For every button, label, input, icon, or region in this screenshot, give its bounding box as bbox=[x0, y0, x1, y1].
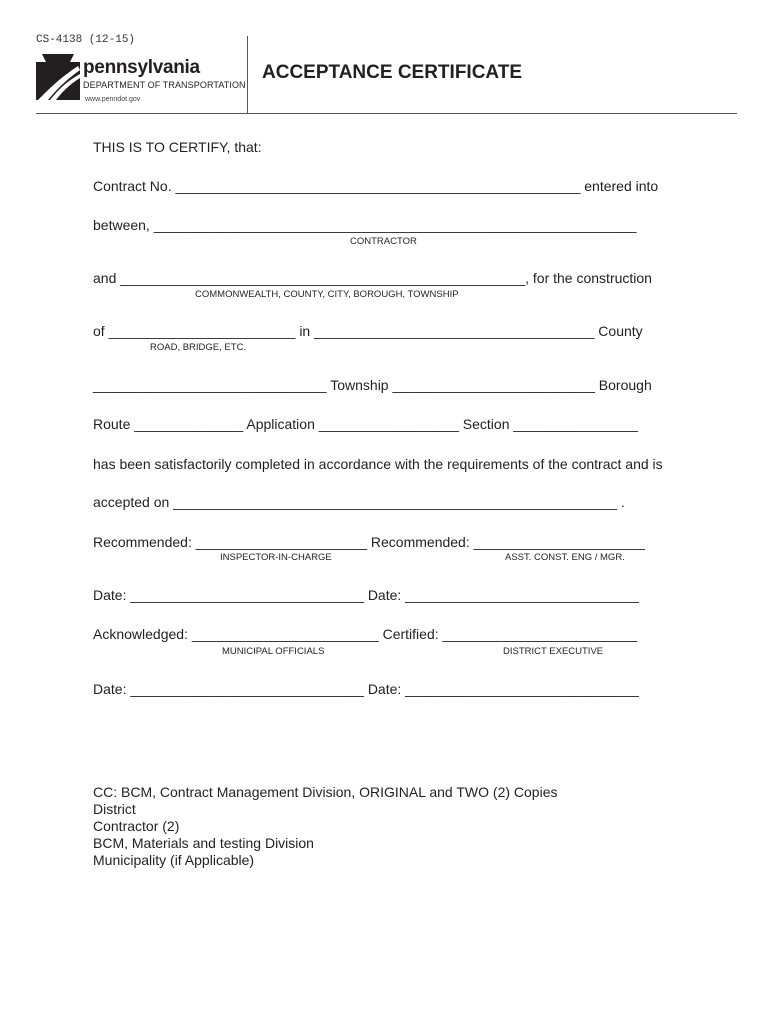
municipality-field[interactable]: and ____________________________________________________, for the construction bbox=[93, 270, 652, 286]
cc-line: BCM, Materials and testing Division bbox=[93, 835, 314, 851]
website-text: www.penndot.gov bbox=[85, 96, 141, 103]
cc-line: Municipality (if Applicable) bbox=[93, 852, 255, 868]
district-executive-caption: DISTRICT EXECUTIVE bbox=[503, 646, 604, 657]
cc-line: Contractor (2) bbox=[93, 818, 180, 834]
contractor-field[interactable]: between, ______________________________________________________________ bbox=[93, 217, 637, 233]
project-county-field[interactable]: of ________________________ in ____________________________________ County bbox=[93, 323, 643, 339]
brand-name: pennsylvania bbox=[83, 57, 200, 78]
municipality-caption: COMMONWEALTH, COUNTY, CITY, BOROUGH, TOWNSHIP bbox=[195, 289, 459, 300]
acknowledged-certified-fields[interactable]: Acknowledged: ________________________ Certified: _________________________ bbox=[93, 626, 638, 642]
inspector-caption: INSPECTOR-IN-CHARGE bbox=[220, 552, 332, 563]
project-caption: ROAD, BRIDGE, ETC. bbox=[150, 342, 247, 353]
date-fields-recommended[interactable]: Date: ______________________________ Date: ______________________________ bbox=[93, 587, 639, 603]
recommended-fields[interactable]: Recommended: ______________________ Recommended: ______________________ bbox=[93, 534, 645, 550]
contract-number-field[interactable]: Contract No. ____________________________________________________ entered into bbox=[93, 178, 659, 194]
date-fields-acknowledged[interactable]: Date: ______________________________ Date: ______________________________ bbox=[93, 681, 639, 697]
contractor-caption: CONTRACTOR bbox=[350, 236, 417, 247]
township-borough-field[interactable]: ______________________________ Township __________________________ Borough bbox=[93, 377, 652, 393]
asst-engineer-caption: ASST. CONST. ENG / MGR. bbox=[505, 552, 625, 563]
cc-line: District bbox=[93, 801, 136, 817]
keystone-road-icon bbox=[36, 54, 80, 100]
route-application-section-field[interactable]: Route ______________ Application __________________ Section ________________ bbox=[93, 416, 638, 432]
header-divider-horizontal bbox=[36, 113, 737, 114]
cc-list bbox=[93, 784, 653, 869]
completion-statement: has been satisfactorily completed in accordance with the requirements of the contract and is bbox=[93, 456, 663, 472]
department-name: DEPARTMENT OF TRANSPORTATION bbox=[83, 80, 246, 90]
municipal-officials-caption: MUNICIPAL OFFICIALS bbox=[222, 646, 325, 657]
form-number: CS-4138 (12-15) bbox=[36, 34, 136, 46]
header-divider-vertical bbox=[247, 36, 248, 114]
certify-heading: THIS IS TO CERTIFY, that: bbox=[93, 139, 262, 155]
document-title: ACCEPTANCE CERTIFICATE bbox=[262, 62, 523, 83]
cc-line: CC: BCM, Contract Management Division, ORIGINAL and TWO (2) Copies bbox=[93, 784, 558, 800]
accepted-on-field[interactable]: accepted on _________________________________________________________ . bbox=[93, 494, 625, 510]
